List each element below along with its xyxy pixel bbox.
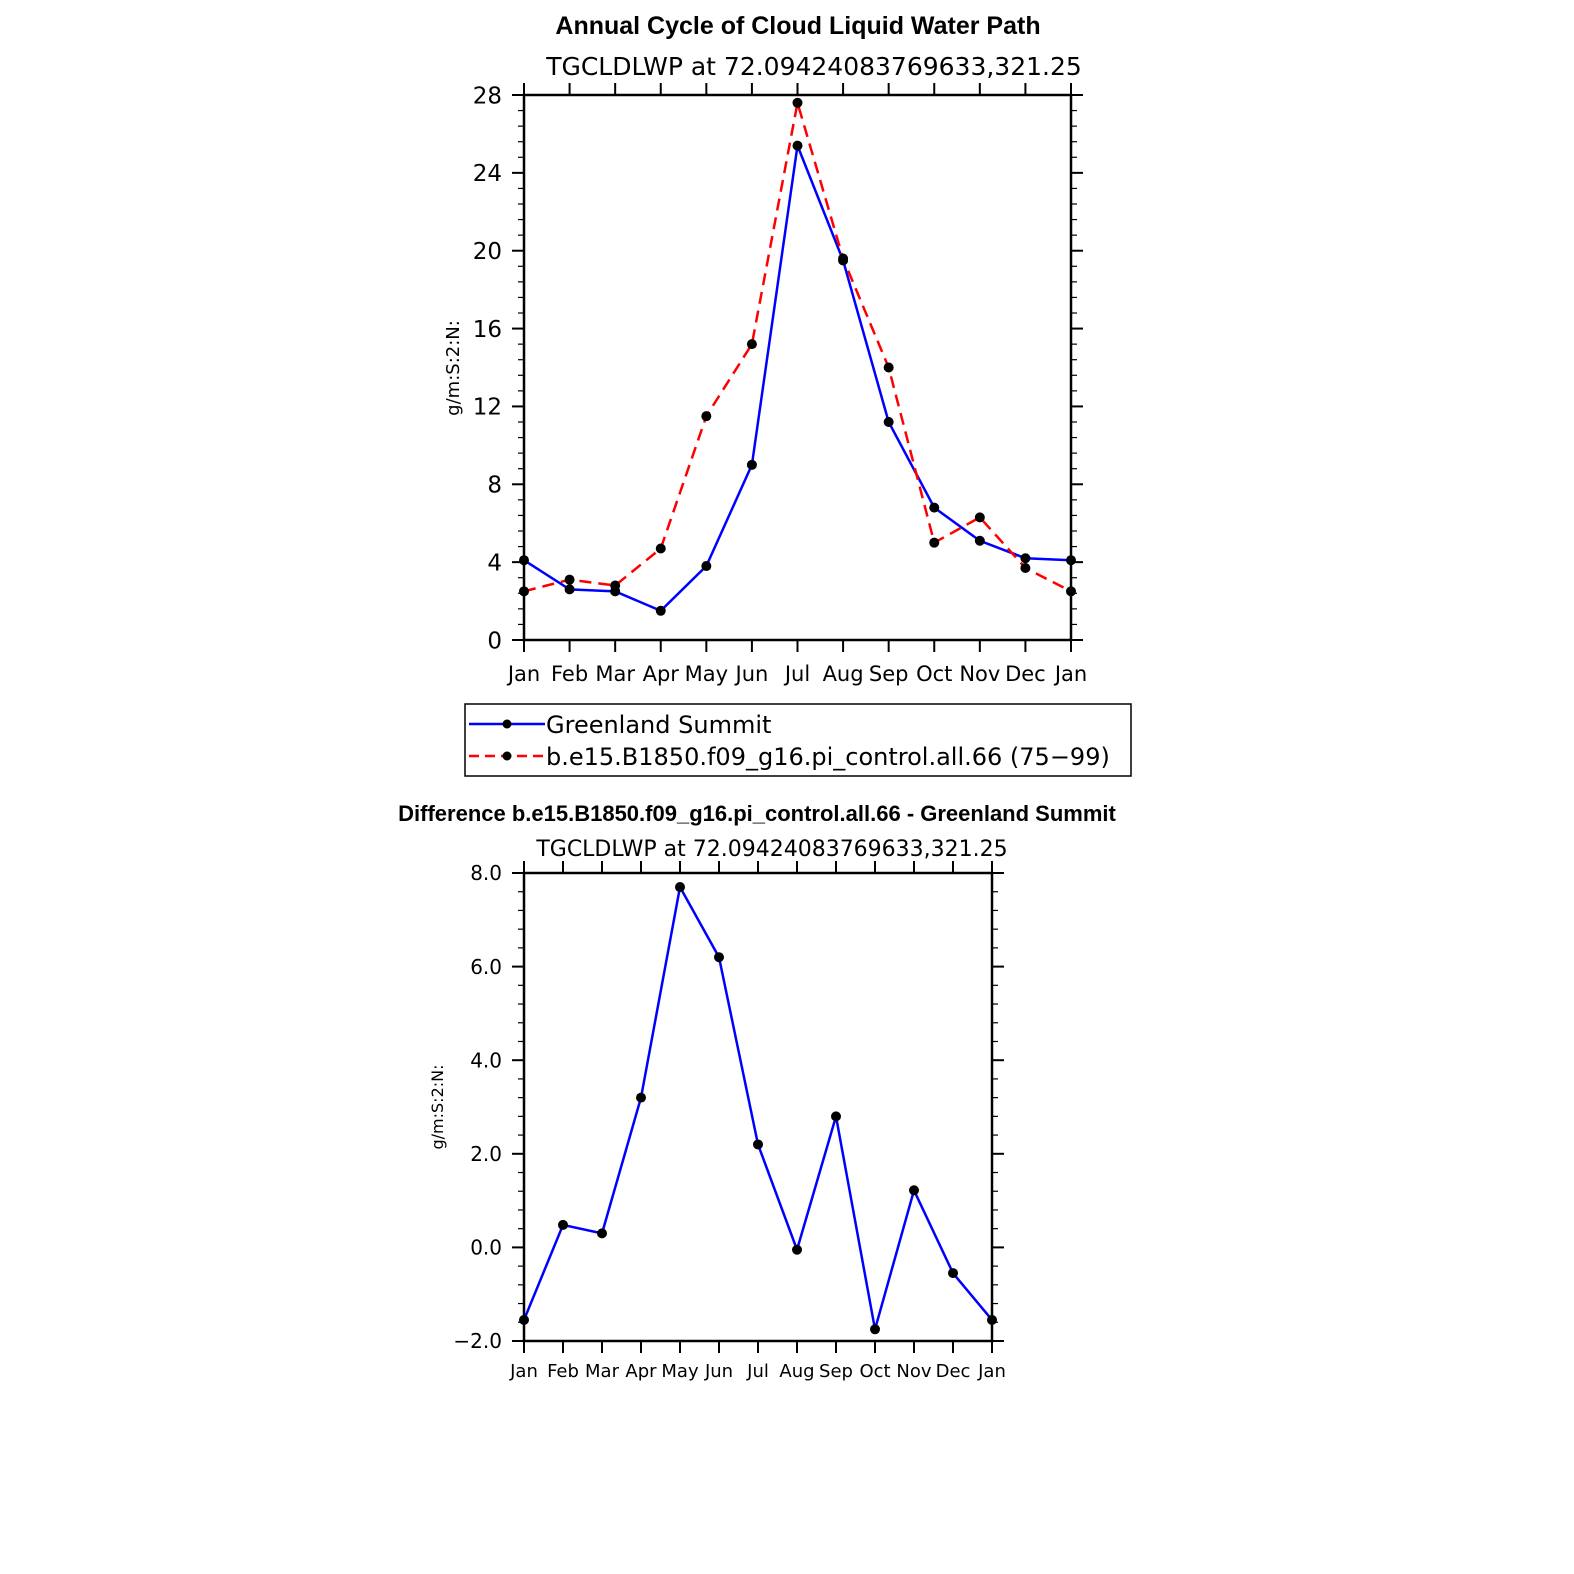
chart1-series-line-0 xyxy=(524,146,1071,611)
legend-label-model: b.e15.B1850.f09_g16.pi_control.all.66 (75−99) xyxy=(546,743,1110,771)
chart1-series-0-point xyxy=(929,503,939,513)
chart2-plot-frame xyxy=(524,873,992,1341)
chart1-x-tick-label: Jan xyxy=(1054,662,1088,686)
chart2-x-tick-label: Sep xyxy=(819,1361,853,1382)
chart1-series-0-point xyxy=(975,536,985,546)
chart1-y-axis-label: g/m:S:2:N: xyxy=(443,320,464,416)
chart1-series-1-point xyxy=(747,339,757,349)
chart2-x-tick-label: Jan xyxy=(510,1361,538,1382)
chart1-y-tick-label: 20 xyxy=(472,238,502,265)
chart1-title: Annual Cycle of Cloud Liquid Water Path xyxy=(555,12,1041,40)
chart1-y-tick-label: 0 xyxy=(487,628,502,655)
chart1-series-1-point xyxy=(565,575,575,585)
chart1-x-tick-label: Aug xyxy=(822,662,864,686)
chart1-series-1-point xyxy=(701,411,711,421)
chart1-x-tick-label: Dec xyxy=(1005,662,1046,686)
chart1-y-tick-label: 28 xyxy=(472,83,502,110)
chart2-x-tick-label: Feb xyxy=(547,1361,579,1382)
chart2-y-tick-label: −2.0 xyxy=(453,1329,502,1354)
chart-annual-cycle xyxy=(443,12,1131,776)
chart1-subtitle: TGCLDLWP at 72.09424083769633,321.25 xyxy=(546,52,1082,81)
chart2-series-0-point xyxy=(870,1324,880,1334)
chart2-series-0-point xyxy=(909,1185,919,1195)
chart2-series xyxy=(519,882,997,1334)
chart2-y-tick-label: 8.0 xyxy=(470,861,502,886)
chart1-series-1-point xyxy=(975,512,985,522)
chart1-series-1-point xyxy=(519,586,529,596)
chart1-series-0-point xyxy=(656,606,666,616)
chart2-series-line-0 xyxy=(524,887,992,1329)
chart1-series-0-point xyxy=(565,584,575,594)
chart2-x-tick-label: Nov xyxy=(896,1361,932,1382)
chart1-y-tick-label: 8 xyxy=(487,472,502,499)
chart1-series-0-point xyxy=(747,460,757,470)
chart1-y-tick-label: 16 xyxy=(472,316,502,343)
chart2-x-tick-label: Jul xyxy=(747,1361,769,1382)
chart1-series-1-point xyxy=(610,581,620,591)
chart2-series-0-point xyxy=(987,1315,997,1325)
chart2-title: Difference b.e15.B1850.f09_g16.pi_control.all.66 - Greenland Summit xyxy=(398,801,1116,826)
chart2-series-0-point xyxy=(675,882,685,892)
chart1-y-tick-label: 4 xyxy=(487,550,502,577)
chart1-series-0-point xyxy=(519,555,529,565)
chart2-x-tick-label: Dec xyxy=(935,1361,971,1382)
chart2-x-tick-label: Mar xyxy=(585,1361,619,1382)
chart2-x-tick-label: Aug xyxy=(779,1361,815,1382)
chart1-legend xyxy=(465,704,1131,776)
chart1-series-0-point xyxy=(1066,555,1076,565)
chart2-series-0-point xyxy=(519,1315,529,1325)
chart2-series-0-point xyxy=(753,1139,763,1149)
chart2-x-tick-label: Jun xyxy=(704,1361,734,1382)
chart1-series-1-point xyxy=(793,98,803,108)
chart2-x-tick-label: Oct xyxy=(859,1361,891,1382)
chart2-axes xyxy=(453,861,1005,1382)
chart1-plot-frame xyxy=(524,95,1071,640)
chart2-subtitle: TGCLDLWP at 72.09424083769633,321.25 xyxy=(536,837,1008,862)
chart2-series-0-point xyxy=(714,952,724,962)
chart-difference xyxy=(398,801,1116,1382)
chart1-series xyxy=(519,98,1076,616)
chart2-series-0-point xyxy=(636,1093,646,1103)
chart1-x-tick-label: Oct xyxy=(916,662,953,686)
chart1-series-1-point xyxy=(929,538,939,548)
chart2-y-tick-label: 0.0 xyxy=(470,1235,502,1260)
chart1-x-tick-label: Feb xyxy=(550,662,589,686)
chart1-series-1-point xyxy=(838,254,848,264)
chart1-series-1-point xyxy=(884,363,894,373)
chart1-x-tick-label: Mar xyxy=(595,662,635,686)
chart2-series-0-point xyxy=(948,1268,958,1278)
chart2-y-tick-label: 2.0 xyxy=(470,1142,502,1166)
legend-marker-greenland xyxy=(503,720,512,729)
chart2-series-0-point xyxy=(597,1228,607,1238)
chart2-x-tick-label: Apr xyxy=(625,1361,657,1382)
chart1-series-1-point xyxy=(656,544,666,554)
chart1-x-tick-label: Jul xyxy=(784,662,811,686)
chart1-y-tick-label: 24 xyxy=(472,161,502,188)
chart2-x-tick-label: Jan xyxy=(978,1361,1006,1382)
legend-marker-model xyxy=(503,752,512,761)
chart1-x-tick-label: Apr xyxy=(642,662,679,686)
chart2-y-axis-label: g/m:S:2:N: xyxy=(428,1064,447,1150)
chart1-x-tick-label: Sep xyxy=(868,662,909,686)
chart1-series-1-point xyxy=(1066,586,1076,596)
chart1-series-0-point xyxy=(884,417,894,427)
chart1-x-tick-label: Jun xyxy=(735,662,769,686)
chart1-x-tick-label: Jan xyxy=(507,662,541,686)
chart1-series-0-point xyxy=(1020,553,1030,563)
chart1-series-line-1 xyxy=(524,103,1071,592)
chart2-series-0-point xyxy=(792,1245,802,1255)
chart1-series-0-point xyxy=(701,561,711,571)
chart2-series-0-point xyxy=(558,1220,568,1230)
chart1-axes xyxy=(473,83,1087,686)
chart1-series-0-point xyxy=(793,141,803,151)
chart2-y-tick-label: 6.0 xyxy=(470,954,502,979)
chart1-y-tick-label: 12 xyxy=(472,394,502,421)
chart2-series-0-point xyxy=(831,1111,841,1121)
legend-label-greenland: Greenland Summit xyxy=(546,711,772,739)
chart2-y-tick-label: 4.0 xyxy=(470,1048,502,1073)
chart1-x-tick-label: Nov xyxy=(959,662,1001,686)
chart1-x-tick-label: May xyxy=(684,662,729,686)
chart2-x-tick-label: May xyxy=(661,1361,699,1382)
chart1-series-1-point xyxy=(1020,563,1030,573)
